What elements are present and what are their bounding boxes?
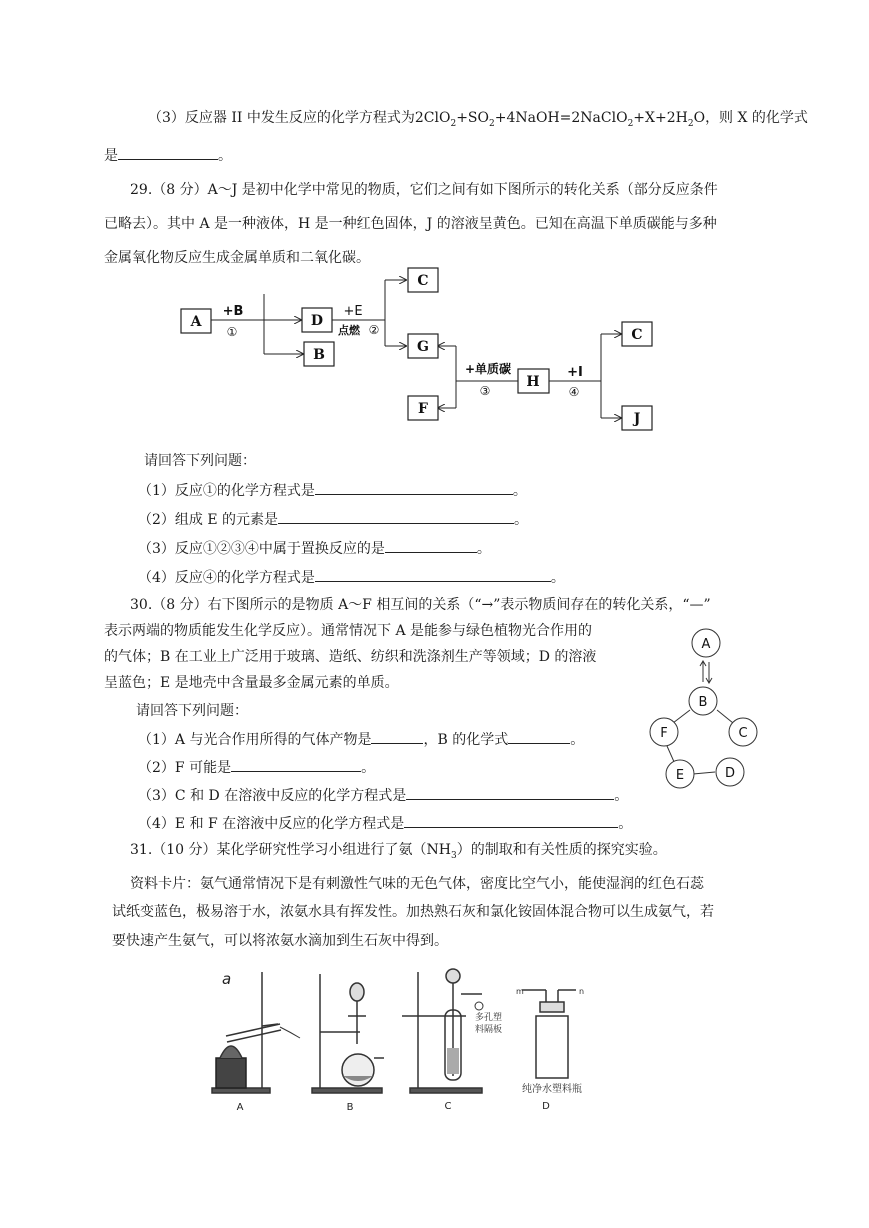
q30-line1: 30.（8 分）右下图所示的是物质 A～F 相互间的关系（“→”表示物质间存在的转化关系，“—”	[130, 597, 711, 613]
svg-text:E: E	[675, 768, 685, 783]
svg-text:③: ③	[479, 384, 491, 398]
q30-q3: （3）C 和 D 在溶液中反应的化学方程式是 。	[138, 784, 628, 806]
q31-card-line2: 试纸变蓝色，极易溶于水，浓氨水具有挥发性。加热熟石灰和氯化铵固体混合物可以生成氨气，若	[112, 904, 714, 920]
q30-line2: 表示两端的物质能发生化学反应）。通常情况下 A 是能参与绿色植物光合作用的	[104, 623, 593, 639]
svg-text:m: m	[516, 987, 524, 996]
svg-text:B: B	[313, 347, 325, 363]
q31-apparatus-figure	[200, 966, 600, 1116]
svg-text:料隔板: 料隔板	[475, 1025, 503, 1035]
answer-blank[interactable]	[315, 566, 551, 582]
q31-card-line1: 资料卡片：氨气通常情况下是有刺激性气味的无色气体，密度比空气小，能使湿润的红色石蕊	[130, 876, 704, 892]
q31-line1: 31.（10 分）某化学研究性学习小组进行了氨$(NH_3)$的制取和有关性质的探究实验。	[130, 842, 667, 861]
svg-text:F: F	[660, 726, 668, 741]
svg-text:+E: +E	[343, 304, 363, 319]
svg-text:D: D	[310, 313, 324, 329]
svg-text:+I: +I	[567, 365, 583, 380]
q30-q4: （4）E 和 F 在溶液中反应的化学方程式是 。	[138, 812, 632, 834]
q29-q2: （2）组成 E 的元素是 。	[138, 508, 528, 530]
answer-blank[interactable]	[278, 508, 514, 524]
svg-text:J: J	[633, 411, 641, 427]
q30-relationship-diagram	[645, 626, 765, 794]
q29-intro-line3: 金属氧化物反应生成金属单质和二氧化碳。	[104, 250, 370, 266]
apparatus-B	[312, 974, 384, 1093]
answer-blank[interactable]	[315, 479, 513, 495]
q30-line4: 呈蓝色；E 是地壳中含量最多金属元素的单质。	[104, 675, 399, 691]
answer-blank[interactable]	[371, 728, 423, 744]
q31-card-line3: 要快速产生氨气，可以将浓氨水滴加到生石灰中得到。	[112, 933, 448, 949]
q28-part3-line2: 是 。	[104, 144, 232, 166]
svg-text:A: A	[190, 314, 202, 330]
svg-text:D: D	[724, 766, 736, 781]
answer-blank[interactable]	[385, 537, 477, 553]
apparatus-C	[402, 969, 502, 1093]
svg-text:D: D	[542, 1101, 550, 1112]
svg-text:纯净水塑料瓶: 纯净水塑料瓶	[522, 1084, 582, 1095]
answer-blank[interactable]	[406, 784, 614, 800]
svg-text:C: C	[738, 726, 748, 741]
q29-q4: （4）反应④的化学方程式是 。	[138, 566, 565, 588]
svg-text:①: ①	[226, 325, 238, 339]
svg-text:F: F	[418, 401, 428, 417]
svg-text:+单质碳: +单质碳	[464, 362, 512, 376]
svg-text:A: A	[701, 637, 711, 652]
apparatus-A	[212, 970, 300, 1093]
answer-blank[interactable]	[231, 756, 361, 772]
q29-conversion-diagram	[170, 262, 670, 434]
answer-blank[interactable]	[118, 144, 218, 160]
q28-equation: $2ClO_2+SO_2+4NaOH=2NaClO_2+X+2H_2O$	[414, 110, 706, 129]
q29-q1: （1）反应①的化学方程式是 。	[138, 479, 527, 501]
q30-q1: （1）A 与光合作用所得的气体产物是 ，B 的化学式 。	[138, 728, 584, 750]
q30-line3: 的气体；B 在工业上广泛用于玻璃、造纸、纺织和洗涤剂生产等领域；D 的溶液	[104, 649, 597, 665]
svg-text:H: H	[526, 374, 540, 390]
svg-text:C: C	[444, 1101, 452, 1112]
svg-text:多孔塑: 多孔塑	[475, 1013, 503, 1023]
svg-text:C: C	[631, 327, 643, 343]
svg-text:C: C	[417, 273, 429, 289]
q29-intro-line1: 29.（8 分）A～J 是初中化学中常见的物质，它们之间有如下图所示的转化关系（部分反应条件	[130, 182, 718, 198]
q29-intro-line2: 已略去）。其中 A 是一种液体，H 是一种红色固体，J 的溶液呈黄色。已知在高温下单质碳能与多种	[104, 216, 717, 232]
svg-text:点燃: 点燃	[338, 324, 360, 337]
answer-blank[interactable]	[508, 728, 570, 744]
q30-prompt: 请回答下列问题：	[136, 703, 248, 719]
svg-text:G: G	[417, 339, 429, 355]
svg-text:n: n	[579, 987, 585, 996]
answer-blank[interactable]	[404, 812, 618, 828]
svg-text:B: B	[346, 1102, 354, 1113]
apparatus-D	[516, 987, 584, 1095]
svg-text:④: ④	[568, 385, 580, 399]
svg-text:+B: +B	[222, 304, 244, 319]
q29-q3: （3）反应①②③④中属于置换反应的是 。	[138, 537, 491, 559]
svg-text:B: B	[698, 695, 708, 710]
q29-prompt: 请回答下列问题：	[144, 453, 256, 469]
svg-text:a: a	[222, 970, 232, 988]
svg-text:A: A	[236, 1102, 244, 1113]
q30-q2: （2）F 可能是 。	[138, 756, 375, 778]
q28-part3-line1: （3）反应器 II 中发生反应的化学方程式为$2ClO_2+SO_2+4NaOH=2NaClO_2+X+2H_2O$，则 X 的化学式	[148, 110, 808, 129]
svg-text:②: ②	[368, 323, 380, 337]
